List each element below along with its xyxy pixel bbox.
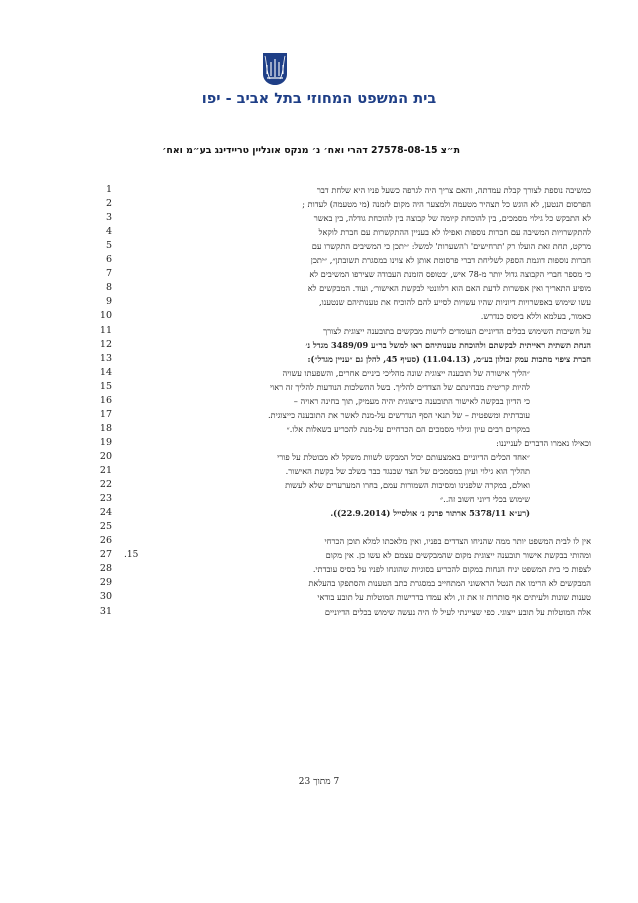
line-text: להתקשרויות המשיבה עם חברות נוספות ואפילו לא בעניין ההתקשרות עם חברת לוקאל [318, 227, 591, 238]
document-line [0, 422, 638, 436]
line-text: מרקט, תחת זאת הועלו רק 'תרחישים' ו'השערות' למשל: ״יתכן כי המשיבים התקשרו עם [311, 241, 591, 252]
document-line [0, 239, 638, 253]
line-text: וכאילו נאמרו הדברים לענייננו: [496, 437, 591, 448]
line-text: במקרים רבים עיון וגילוי מסמכים הם הכרחיים על-מנת להכריע בשאלות אלו.״ [286, 423, 530, 434]
line-number: 1 [105, 184, 112, 195]
document-line [0, 183, 638, 197]
line-text: כי מספר חברי הקבוצה גדול יותר מ-78 איש, ׳בטופס הזמנת העבודה שצירפו המשיבים לא [309, 269, 591, 280]
document-line [0, 436, 638, 450]
line-number: 3 [105, 212, 112, 224]
line-text: כי הדיון בבקשה לאישור התובענה כייצוגית יהיה מעמיק, תוך בחינה ראויה – [293, 395, 530, 406]
document-line [0, 605, 638, 619]
document-line [0, 548, 638, 562]
line-text: שימוש בכלי דיוני חשוב זה..״ [439, 494, 530, 505]
line-number: 25 [99, 521, 112, 533]
line-number: 31 [99, 605, 112, 617]
document-line [0, 211, 638, 225]
line-number: 6 [105, 254, 112, 266]
line-number: 7 [105, 268, 112, 280]
line-text: הנחת תשתית ראייתית לבקשתם ולהוכחת טענותיהם ראו למשל בר״ע 3489/09 מגדל נ׳ [305, 339, 591, 350]
line-number: 9 [105, 296, 112, 308]
line-text: מופיע התאריך ואין אפשרות לדעת האם הוא רלוונטי לבקשת האישור׳, ועוד. המבקשים לא [307, 283, 591, 294]
document-line [0, 324, 638, 338]
court-name: בית המשפט המחוזי בתל אביב - יפו [201, 91, 437, 107]
document-line [0, 464, 638, 478]
line-number: 4 [105, 226, 112, 238]
line-number: 10 [99, 310, 112, 322]
case-title: ת״צ 27578-08-15 דהרי ואח׳ נ׳ מנקס אונליין טריידינג בע״מ ואח׳ [162, 145, 460, 156]
line-text: הפרסום הנטען, לא הוגש כל תצהיר מטעמה ולמצער היה מקום לזמנה (מי מטעמה) לעדות ; [302, 199, 591, 210]
document-line [0, 506, 638, 520]
document-line [0, 281, 638, 295]
line-number: 17 [99, 408, 112, 420]
line-number: 27 [99, 549, 112, 561]
line-number: 18 [99, 422, 112, 434]
page-footer: 7 מתוך 23 [298, 777, 340, 787]
line-number: 16 [99, 394, 112, 406]
document-line [0, 562, 638, 576]
line-text: לא התבקש כל גילוי מסמכים, בין להוכחת קיומה של קבוצה בין להוכחת גודלה, בין באשר [313, 213, 591, 224]
line-text: חברות נוספות דוגמת הספק לשליחת דברי פרסומת אותן לא צוינו במסגרת תשובתן״, ״יתכן [310, 255, 591, 266]
line-text: לצפות כי בית המשפט יניח הנחות במקום להכריע בסוגיות שהונחו לפניו על בסיס עובדתי. [312, 564, 591, 575]
document-line [0, 295, 638, 309]
document-line [0, 309, 638, 323]
line-number: 2 [105, 198, 112, 210]
line-text: ומהותי בבקשת אישור תובענה ייצוגית מקום שהמבקשים עצמם לא עשו כן. אין מקום [325, 550, 591, 561]
document-line [0, 520, 638, 534]
document-line [0, 366, 638, 380]
line-text: אין לו לבית המשפט יותר ממה שהניחו הצדדים בפניו, ואין מלאכתו למלא תוכן הכרחי [324, 536, 591, 547]
state-emblem-icon [262, 52, 288, 86]
line-number: 24 [99, 507, 112, 519]
line-number: 8 [105, 282, 112, 294]
document-line [0, 492, 638, 506]
line-text: על חשיבות השימוש בכלים הדיוניים העומדים לרשות מבקשים בתובענה ייצוגית לצורך [323, 325, 591, 336]
line-number: 29 [99, 577, 112, 589]
line-text: כמשיבה נוספת לצורך קבלת עמדתה, והאם צריך היה לגרפה כשעל פניו היא שלחת דבר [316, 185, 591, 195]
document-line [0, 478, 638, 492]
line-number: 22 [99, 479, 112, 491]
line-number: 21 [99, 465, 112, 476]
document-line [0, 590, 638, 604]
paragraph-number: 15. [124, 550, 139, 560]
document-line [0, 534, 638, 548]
line-text: עשו שימוש באפשרויות דיוניות שהיו עשויות לסייע להם להוכיח את טענותיהם שנטענו, [318, 297, 591, 308]
line-number: 20 [99, 450, 112, 462]
line-text: ״הליך אישורה של תובענה ייצוגית שונה מהליכי ביניים אחרים, והשפעתו עשויה [282, 367, 530, 378]
line-number: 15 [99, 380, 112, 392]
line-text: ״אחד הכלים הדיוניים באמצעותם יכול המבקש לשוות משקל לא מבוטלת על פורי [277, 451, 530, 462]
document-line [0, 408, 638, 422]
document-line [0, 352, 638, 366]
document-line [0, 267, 638, 281]
line-text: טענות שונות ולעיתים אף סותרות זו את זו, ולא עמדו בדרישות המוטלות על תובע בודאי [317, 592, 591, 603]
line-number: 12 [99, 338, 112, 350]
line-text: ואולם, במקרה שלפנינו ומסיבות השמורות עמם, בחרו המערערים שלא לעשות [285, 480, 530, 491]
line-number: 30 [99, 591, 112, 603]
document-line [0, 450, 638, 464]
line-text: אלה המוטלות על תובע ייצוגי. כפי שציינתי לעיל לו היה נעשה שימוש בכלים הדיוניים [324, 606, 591, 617]
document-line [0, 338, 638, 352]
line-text: המבקשים לא הרימו את הנטל הראשוני המתחייב במסגרת כתב הטענות והסתפקו בהעלאת [308, 578, 591, 589]
line-text: כאמור, בעלמא וללא ביסוס כנדרש. [480, 311, 591, 322]
line-number: 13 [99, 352, 112, 364]
line-number: 26 [99, 535, 112, 547]
line-text: להיות קריטית מבחינתם של הצדדים להליך. בשל ההשלכות הנודעות להליך זה ראוי [269, 381, 530, 392]
line-number: 5 [105, 240, 112, 252]
line-text: (רע״א 5378/11 ארתור פרנק נ׳ אולסייל (22.9.2014)). [330, 508, 530, 519]
line-number: 19 [99, 436, 112, 448]
line-number: 11 [99, 324, 112, 336]
document-line [0, 394, 638, 408]
document-line [0, 197, 638, 211]
document-line [0, 253, 638, 267]
line-text: עובדתית ומשפטית – של תנאי הסף הנדרשים על-מנת לאשר את התובענה כייצוגית. [267, 409, 530, 420]
line-number: 14 [99, 366, 112, 378]
line-number: 28 [99, 563, 112, 575]
line-number: 23 [99, 493, 112, 505]
document-line [0, 380, 638, 394]
line-text: תהליך הוא גילוי ועיון במסמכים של הצד שכנגד כבר בשלב של בקשת האישור. [285, 466, 530, 476]
line-text: חברת ציפוי מתכות עמק זבולון בע״מ, (11.04.13) (סעיף 45, להלן גם ״עניין מגדל״): [307, 353, 591, 364]
document-line [0, 576, 638, 590]
document-line [0, 225, 638, 239]
